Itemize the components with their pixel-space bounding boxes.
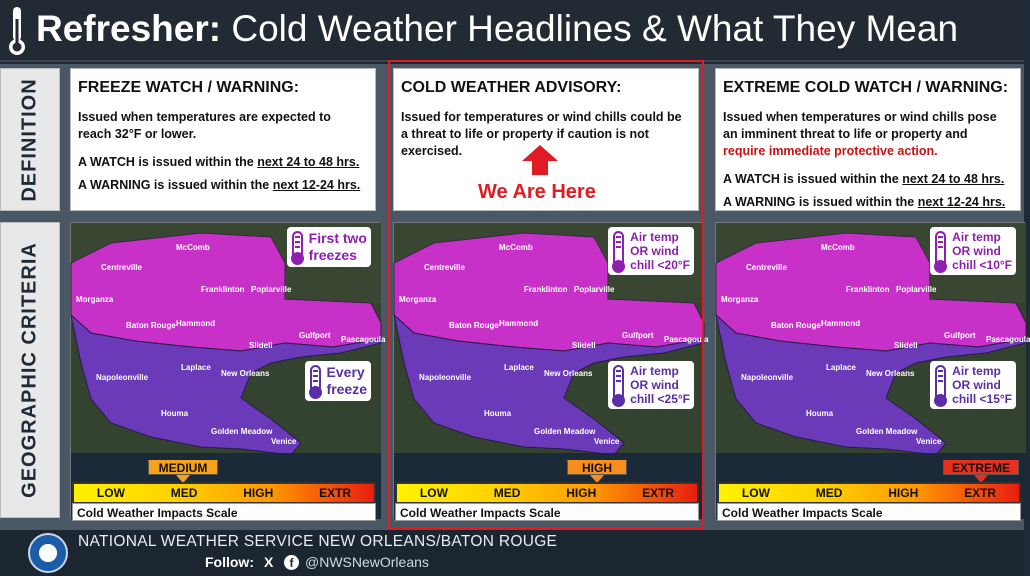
- map-place-label: Golden Meadow: [211, 427, 273, 436]
- extreme-definition-card: [715, 68, 1021, 211]
- map-place-label: Gulfport: [944, 331, 976, 340]
- scale-level-label: HIGH: [243, 486, 274, 500]
- map-place-label: Morganza: [76, 295, 114, 304]
- callout-line: OR wind: [952, 244, 1001, 258]
- map-place-label: McComb: [821, 243, 855, 252]
- map-place-label: Napoleonville: [96, 373, 149, 382]
- scale-level-label: HIGH: [566, 486, 597, 500]
- callout-line: freeze: [326, 381, 367, 397]
- map-place-label: Golden Meadow: [856, 427, 918, 436]
- map-place-label: Houma: [806, 409, 834, 418]
- zone-map: [70, 222, 386, 518]
- map-place-label: Baton Rouge: [771, 321, 821, 330]
- social-handle[interactable]: @NWSNewOrleans: [305, 554, 429, 570]
- card-description: Issued for temperatures or wind chills could be a threat to life or property if caution is not exercised.: [401, 110, 682, 158]
- thermometer-icon: [310, 365, 321, 397]
- footer: [0, 530, 1024, 576]
- map-place-label: Venice: [594, 437, 620, 446]
- map-place-label: Golden Meadow: [534, 427, 596, 436]
- map-place-label: Napoleonville: [741, 373, 794, 382]
- thermometer-icon: [935, 231, 946, 271]
- map-place-label: Slidell: [894, 341, 918, 350]
- page-title: Refresher: Cold Weather Headlines & What They Mean: [36, 8, 959, 49]
- callout-line: First two: [308, 230, 367, 246]
- warning-line: A WARNING is issued within the next 12-24 hrs.: [723, 195, 1006, 209]
- x-icon[interactable]: X: [264, 554, 274, 570]
- scale-level-label: EXTR: [642, 486, 675, 500]
- criteria-callout-north: [287, 227, 371, 267]
- scale-level-label: MED: [815, 486, 843, 500]
- callout-line: chill <25°F: [630, 392, 690, 406]
- card-heading: FREEZE WATCH / WARNING:: [78, 79, 300, 96]
- map-place-label: Centreville: [424, 263, 465, 272]
- map-place-label: Poplarville: [896, 285, 937, 294]
- map-place-label: New Orleans: [866, 369, 915, 378]
- map-place-label: Pascagoula: [341, 335, 386, 344]
- map-place-label: McComb: [176, 243, 210, 252]
- scale-level-label: EXTR: [319, 486, 352, 500]
- scale-title: Cold Weather Impacts Scale: [717, 503, 1021, 521]
- map-place-label: Laplace: [504, 363, 534, 372]
- map-place-label: Venice: [271, 437, 297, 446]
- card-description: Issued when temperatures or wind chills pose an imminent threat to life or property and require immediate protective action.: [723, 110, 997, 158]
- header: [0, 0, 1024, 62]
- watch-line: A WATCH is issued within the next 24 to 48 hrs.: [723, 172, 1005, 186]
- map-place-label: Gulfport: [299, 331, 331, 340]
- freeze-definition-card: [70, 68, 376, 211]
- impact-level-tag: EXTREME: [943, 460, 1019, 475]
- callout-line: chill <20°F: [630, 258, 690, 272]
- scale-level-label: LOW: [741, 486, 770, 500]
- card-heading: EXTREME COLD WATCH / WARNING:: [723, 79, 1009, 96]
- map-place-label: Slidell: [249, 341, 273, 350]
- map-place-label: Venice: [916, 437, 942, 446]
- nws-logo: [28, 533, 68, 573]
- map-place-label: Laplace: [826, 363, 856, 372]
- map-place-label: Poplarville: [251, 285, 292, 294]
- office-name: NATIONAL WEATHER SERVICE NEW ORLEANS/BATON ROUGE: [78, 533, 558, 550]
- map-place-label: Franklinton: [524, 285, 568, 294]
- thermometer-icon: [6, 5, 28, 57]
- geographic-side-label: GEOGRAPHIC CRITERIA: [0, 222, 60, 518]
- we-are-here-label: We Are Here: [478, 181, 596, 203]
- scale-level-label: EXTR: [964, 486, 997, 500]
- callout-line: OR wind: [952, 378, 1001, 392]
- map-place-label: Laplace: [181, 363, 211, 372]
- card-heading: COLD WEATHER ADVISORY:: [401, 79, 622, 96]
- impact-level-tag: HIGH: [567, 460, 627, 475]
- map-place-label: Gulfport: [622, 331, 654, 340]
- scale-level-label: MED: [493, 486, 521, 500]
- callout-line: Air temp: [952, 364, 1001, 378]
- map-place-label: Baton Rouge: [126, 321, 176, 330]
- scale-level-label: HIGH: [888, 486, 919, 500]
- callout-line: OR wind: [630, 378, 679, 392]
- map-place-label: Franklinton: [846, 285, 890, 294]
- impact-level-tag: MEDIUM: [148, 460, 218, 475]
- callout-line: Air temp: [630, 230, 679, 244]
- follow-label: Follow:: [205, 554, 254, 570]
- scale-level-label: LOW: [96, 486, 125, 500]
- scale-title: Cold Weather Impacts Scale: [395, 503, 699, 521]
- impact-scale-bar: [72, 482, 376, 504]
- current-level-highlight: [388, 60, 704, 530]
- callout-line: chill <10°F: [952, 258, 1012, 272]
- map-place-label: Pascagoula: [664, 335, 709, 344]
- card-description: Issued when temperatures are expected to reach 32°F or lower.: [78, 110, 331, 141]
- map-place-label: New Orleans: [221, 369, 270, 378]
- watch-line: A WATCH is issued within the next 24 to 48 hrs.: [78, 155, 360, 169]
- callout-line: OR wind: [630, 244, 679, 258]
- map-place-label: Hammond: [176, 319, 216, 328]
- scale-level-label: LOW: [419, 486, 448, 500]
- criteria-callout-south: [305, 361, 371, 401]
- facebook-icon[interactable]: f: [284, 555, 299, 570]
- map-place-label: Slidell: [572, 341, 596, 350]
- map-place-label: Napoleonville: [419, 373, 472, 382]
- thermometer-icon: [935, 365, 946, 405]
- map-place-label: Hammond: [499, 319, 539, 328]
- scale-level-label: MED: [170, 486, 198, 500]
- map-place-label: Morganza: [721, 295, 759, 304]
- map-place-label: Hammond: [821, 319, 861, 328]
- map-place-label: Poplarville: [574, 285, 615, 294]
- map-place-label: Baton Rouge: [449, 321, 499, 330]
- criteria-callout-south: [930, 361, 1016, 409]
- impact-scale-bar: [717, 482, 1021, 504]
- map-place-label: Pascagoula: [986, 335, 1030, 344]
- map-place-label: Houma: [161, 409, 189, 418]
- map-place-label: Houma: [484, 409, 512, 418]
- criteria-callout-north: [930, 227, 1016, 275]
- map-place-label: Morganza: [399, 295, 437, 304]
- callout-line: Air temp: [630, 364, 679, 378]
- map-place-label: New Orleans: [544, 369, 593, 378]
- definition-side-label: DEFINITION: [0, 68, 60, 211]
- map-place-label: Franklinton: [201, 285, 245, 294]
- map-place-label: Centreville: [746, 263, 787, 272]
- scale-title: Cold Weather Impacts Scale: [72, 503, 376, 521]
- callout-line: Every: [326, 364, 365, 380]
- thermometer-icon: [292, 231, 303, 263]
- map-place-label: McComb: [499, 243, 533, 252]
- callout-line: chill <15°F: [952, 392, 1012, 406]
- callout-line: freezes: [308, 247, 357, 263]
- warning-line: A WARNING is issued within the next 12-24 hrs.: [78, 178, 361, 192]
- map-place-label: Centreville: [101, 263, 142, 272]
- callout-line: Air temp: [952, 230, 1001, 244]
